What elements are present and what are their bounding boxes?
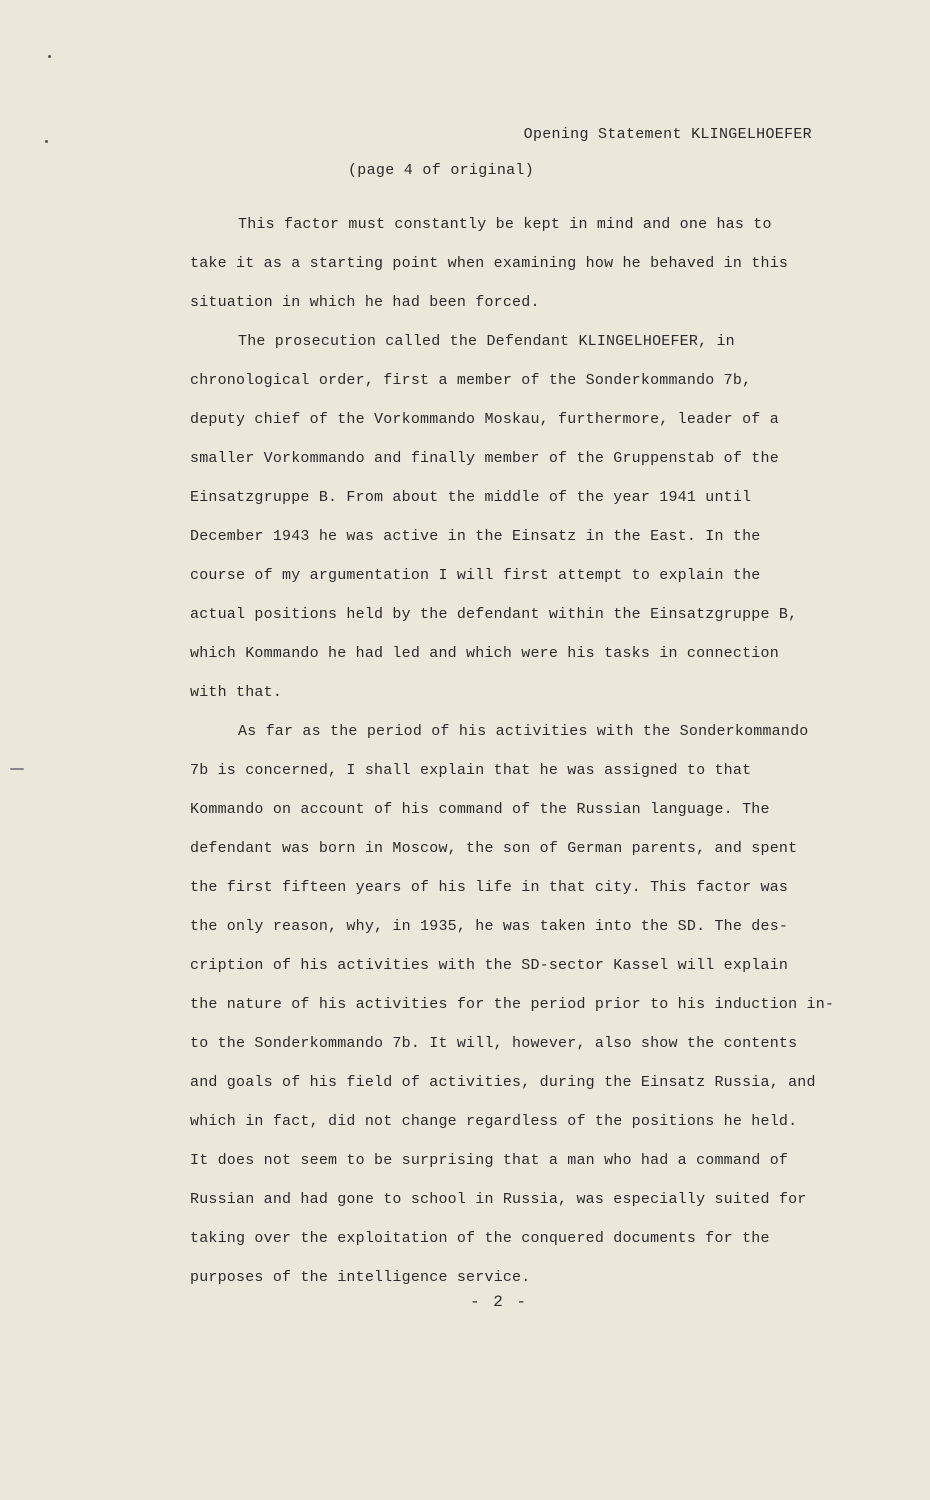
text-line: Kommando on account of his command of the Russian language. The bbox=[190, 801, 770, 818]
text-line: 7b is concerned, I shall explain that he was assigned to that bbox=[190, 762, 752, 779]
paragraph-1 bbox=[190, 205, 850, 322]
margin-speck bbox=[45, 140, 48, 143]
margin-speck bbox=[48, 55, 51, 58]
text-line: which Kommando he had led and which were his tasks in connection bbox=[190, 645, 779, 662]
text-line: the first fifteen years of his life in that city. This factor was bbox=[190, 879, 789, 896]
text-line: December 1943 he was active in the Einsatz in the East. In the bbox=[190, 528, 761, 545]
text-line: This factor must constantly be kept in mind and one has to bbox=[238, 216, 772, 233]
document-header: Opening Statement KLINGELHOEFER bbox=[523, 126, 812, 143]
paragraph-3 bbox=[190, 712, 850, 1297]
text-line: taking over the exploitation of the conquered documents for the bbox=[190, 1230, 770, 1247]
text-line: cription of his activities with the SD-sector Kassel will explain bbox=[190, 957, 789, 974]
text-line: The prosecution called the Defendant KLINGELHOEFER, in bbox=[238, 333, 735, 350]
text-line: which in fact, did not change regardless of the positions he held. bbox=[190, 1113, 798, 1130]
original-page-reference: (page 4 of original) bbox=[348, 162, 535, 179]
margin-tick bbox=[10, 768, 24, 770]
text-line: situation in which he had been forced. bbox=[190, 294, 540, 311]
page-number: - 2 - bbox=[470, 1293, 529, 1311]
text-line: take it as a starting point when examining how he behaved in this bbox=[190, 255, 789, 272]
text-line: the nature of his activities for the period prior to his induction in- bbox=[190, 996, 835, 1013]
text-line: smaller Vorkommando and finally member of the Gruppenstab of the bbox=[190, 450, 779, 467]
text-line: purposes of the intelligence service. bbox=[190, 1269, 531, 1286]
text-line: actual positions held by the defendant within the Einsatzgruppe B, bbox=[190, 606, 798, 623]
paragraph-2 bbox=[190, 322, 850, 712]
text-line: the only reason, why, in 1935, he was taken into the SD. The des- bbox=[190, 918, 789, 935]
text-line: to the Sonderkommando 7b. It will, however, also show the contents bbox=[190, 1035, 798, 1052]
text-line: It does not seem to be surprising that a man who had a command of bbox=[190, 1152, 789, 1169]
text-line: As far as the period of his activities with the Sonderkommando bbox=[238, 723, 809, 740]
text-line: and goals of his field of activities, during the Einsatz Russia, and bbox=[190, 1074, 816, 1091]
text-line: defendant was born in Moscow, the son of German parents, and spent bbox=[190, 840, 798, 857]
text-line: deputy chief of the Vorkommando Moskau, furthermore, leader of a bbox=[190, 411, 779, 428]
document-body bbox=[190, 205, 850, 1297]
text-line: with that. bbox=[190, 684, 283, 701]
text-line: chronological order, first a member of the Sonderkommando 7b, bbox=[190, 372, 752, 389]
text-line: course of my argumentation I will first attempt to explain the bbox=[190, 567, 761, 584]
text-line: Einsatzgruppe B. From about the middle of the year 1941 until bbox=[190, 489, 752, 506]
text-line: Russian and had gone to school in Russia, was especially suited for bbox=[190, 1191, 807, 1208]
